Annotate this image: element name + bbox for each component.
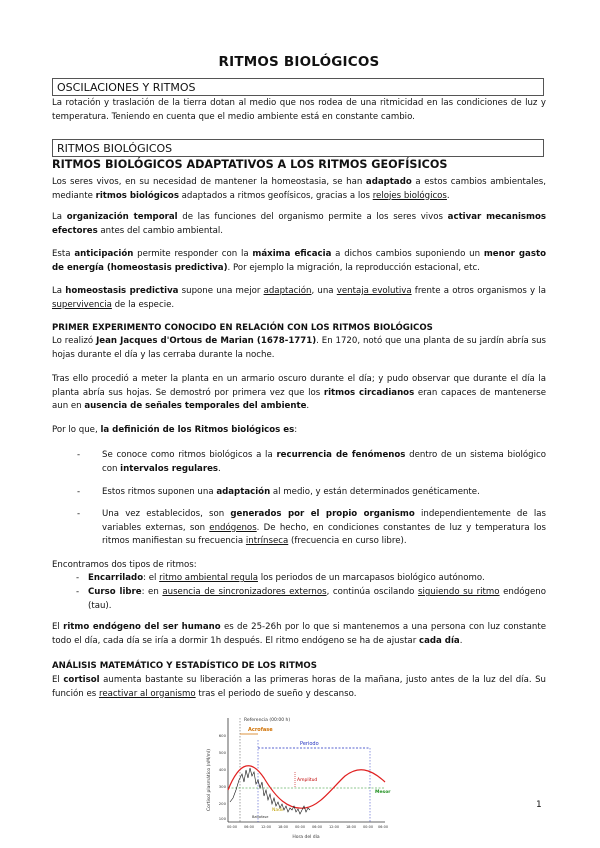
section-box-ritmos: RITMOS BIOLÓGICOS <box>52 139 544 157</box>
cortisol-rhythm-figure <box>200 710 400 844</box>
x-tick: 00:00 <box>362 825 374 829</box>
paragraph-homeostasis: La homeostasis predictiva supone una mejor adaptación, una ventaja evolutiva frente a otros organismos y la supervivencia de la especie. <box>52 286 546 310</box>
x-tick: 12:00 <box>260 825 272 829</box>
mesor-label: Mesor <box>375 790 391 795</box>
paragraph-definicion: Por lo que, la definición de los Ritmos biológicos es: <box>52 425 298 435</box>
paragraph-cortisol: El cortisol aumenta bastante su liberación a las primeras horas de la mañana, justo antes de la luz del día. Su función es reactivar al organismo tras el periodo de sueño y descanso. <box>52 675 546 699</box>
x-tick: 06:00 <box>311 825 323 829</box>
list-item: - Se conoce como ritmos biológicos a la recurrencia de fenómenos dentro de un sistema biológico con intervalos regulares. <box>77 450 547 474</box>
x-tick: 18:00 <box>277 825 289 829</box>
y-tick: 600 <box>218 733 226 738</box>
paragraph-anticipacion: Esta anticipación permite responder con la máxima eficacia a dichos cambios suponiendo un menor gasto de energía (homeostasis predictiva). Por ejemplo la migración, la reproducción estacional, etc. <box>52 249 546 273</box>
list-item: - Estos ritmos suponen una adaptación al medio, y están determinados genéticamente. <box>77 487 480 497</box>
page-title: RITMOS BIOLÓGICOS <box>218 54 380 70</box>
x-tick: 06:00 <box>243 825 255 829</box>
y-tick: 400 <box>218 767 226 772</box>
y-tick: 100 <box>218 816 226 821</box>
batiafase-label: Batiafase <box>252 815 269 819</box>
paragraph-tipos: Encontramos dos tipos de ritmos: <box>52 560 197 570</box>
nadir-label: Nadir <box>272 808 285 813</box>
list-item: - Una vez establecidos, son generados por el propio organismo independientemente de las variables externas, son endógenos. De hecho, en condiciones constantes de luz y temperatura los ritmos manifiestan su frecuencia intrínseca (frecuencia en curso libre). <box>77 509 546 546</box>
y-tick: 200 <box>218 801 226 806</box>
paragraph-jean-jacques: Lo realizó Jean Jacques d'Ortous de Marian (1678-1771). En 1720, notó que una planta de su jardín abría sus hojas durante el día y las cerraba durante la noche. <box>52 336 546 360</box>
heading-analisis: ANÁLISIS MATEMÁTICO Y ESTADÍSTICO DE LOS RITMOS <box>52 661 317 671</box>
list-item: - Encarrilado: el ritmo ambiental regula los periodos de un marcapasos biológico autónomo. <box>76 573 485 583</box>
x-axis-label: Hora del día <box>292 835 320 840</box>
y-tick: 300 <box>218 784 226 789</box>
y-tick: 500 <box>218 750 226 755</box>
x-tick: 00:00 <box>294 825 306 829</box>
page-number: 1 <box>536 800 542 810</box>
acrofase-label: Acrofase <box>248 727 273 733</box>
y-axis-label: Cortisol plasmático (nM/ml) <box>207 749 212 811</box>
heading-adaptativos: RITMOS BIOLÓGICOS ADAPTATIVOS A LOS RITMOS GEOFÍSICOS <box>52 158 448 171</box>
periodo-label: Periodo <box>300 741 319 747</box>
section-box-oscilaciones: OSCILACIONES Y RITMOS <box>52 78 544 96</box>
amplitud-label: Amplitud <box>297 778 318 783</box>
paragraph-armario: Tras ello procedió a meter la planta en un armario oscuro durante el día; y pudo observar que durante el día la planta abría sus hojas. Se demostró por primera vez que los ritmos circadianos eran capaces de mantenerse aun en ausencia de señales temporales del ambiente. <box>52 374 546 411</box>
reference-label: Referencia (00:00 h) <box>244 718 291 723</box>
paragraph-intro: La rotación y traslación de la tierra dotan al medio que nos rodea de una ritmicidad en las condiciones de luz y temperatura. Teniendo en cuenta que el medio ambiente está en constante cambio. <box>52 98 546 122</box>
paragraph-endogeno: El ritmo endógeno del ser humano es de 25-26h por lo que si mantenemos a una persona con luz constante todo el día, cada día se iría a dormir 1h después. El ritmo endógeno se ha de ajustar cada día. <box>52 622 546 646</box>
x-tick: 12:00 <box>328 825 340 829</box>
heading-experimento: PRIMER EXPERIMENTO CONOCIDO EN RELACIÓN CON LOS RITMOS BIOLÓGICOS <box>52 323 433 333</box>
paragraph-seres-vivos: Los seres vivos, en su necesidad de mantener la homeostasia, se han adaptado a estos cambios ambientales, mediante ritmos biológicos adaptados a ritmos geofísicos, gracias a los relojes biológicos. <box>52 177 546 201</box>
x-tick: 06:00 <box>377 825 389 829</box>
x-tick: 00:00 <box>226 825 238 829</box>
list-item: - Curso libre: en ausencia de sincronizadores externos, continúa oscilando siguiendo su ritmo endógeno (tau). <box>76 587 546 611</box>
x-tick: 18:00 <box>345 825 357 829</box>
paragraph-organizacion: La organización temporal de las funciones del organismo permite a los seres vivos activar mecanismos efectores antes del cambio ambiental. <box>52 212 546 236</box>
